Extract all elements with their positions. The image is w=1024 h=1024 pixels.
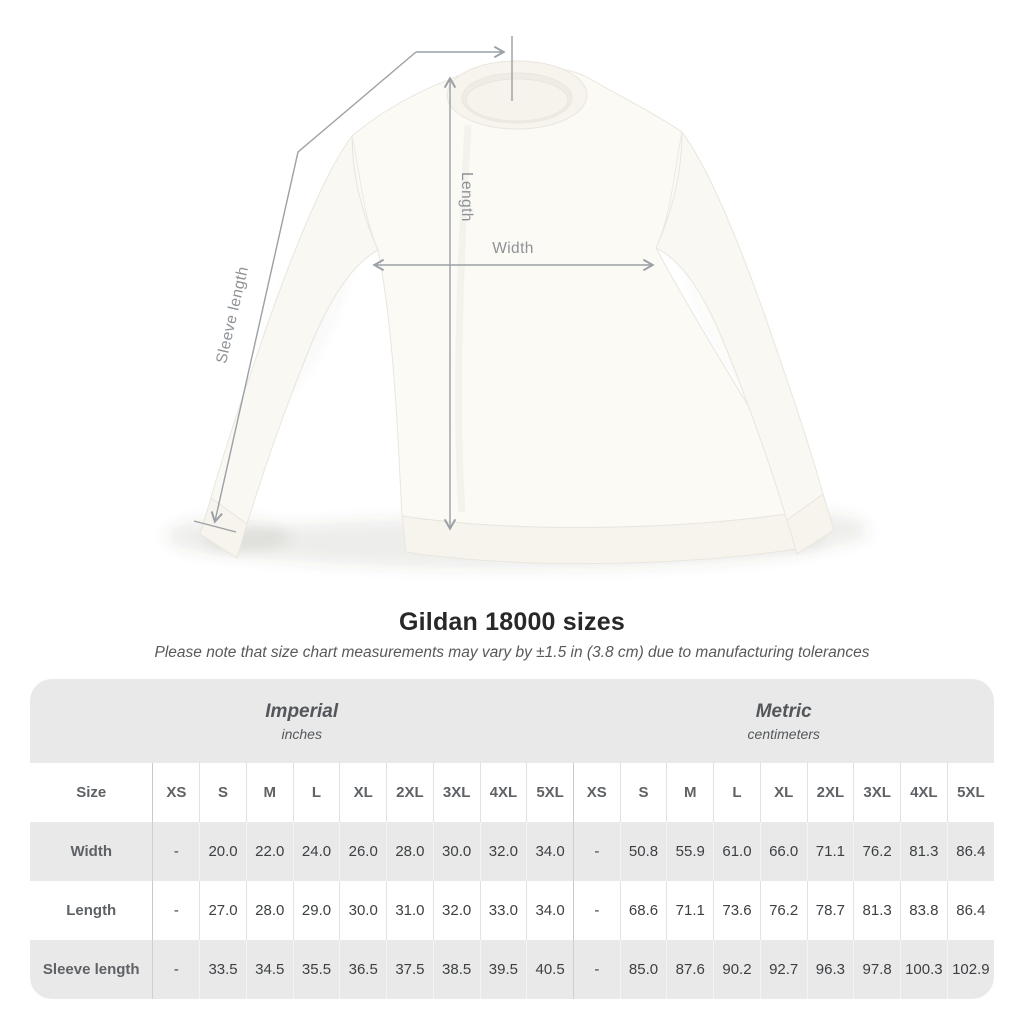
size-header-cell: S [200, 763, 247, 822]
size-header-row [30, 763, 994, 822]
unit-band-row [30, 679, 994, 763]
length-value-cell: 76.2 [760, 881, 807, 940]
size-header-cell: 2XL [387, 763, 434, 822]
width-value-cell: 55.9 [667, 822, 714, 881]
sleeve-length-value-cell: 35.5 [293, 940, 340, 999]
collar-inner-back [466, 79, 568, 121]
length-value-cell: 71.1 [667, 881, 714, 940]
imperial-section-unit: inches [281, 725, 322, 742]
sleeve-length-row-label: Sleeve length [42, 961, 140, 978]
sleeve-length-measure-label: Sleeve length [213, 264, 253, 366]
sweatshirt-illustration [200, 61, 834, 564]
sleeve-length-value-cell: - [573, 940, 620, 999]
width-value-cell: 28.0 [387, 822, 434, 881]
width-value-cell: 50.8 [620, 822, 667, 881]
width-value-cell: 71.1 [807, 822, 854, 881]
width-value-cell: 81.3 [900, 822, 947, 881]
length-row [30, 881, 994, 940]
size-header-cell: 4XL [480, 763, 527, 822]
sleeve-length-value-cell: 100.3 [900, 940, 947, 999]
width-value-cell: 20.0 [200, 822, 247, 881]
width-value-cell: - [153, 822, 200, 881]
sleeve-length-value-cell: 102.9 [947, 940, 994, 999]
width-value-cell: 61.0 [714, 822, 761, 881]
length-value-cell: 86.4 [947, 881, 994, 940]
sleeve-length-value-cell: 33.5 [200, 940, 247, 999]
sleeve-length-value-cell: 38.5 [433, 940, 480, 999]
size-chart-table-wrap [30, 679, 994, 999]
length-value-cell: 28.0 [246, 881, 293, 940]
tolerance-note: Please note that size chart measurements may vary by ±1.5 in (3.8 cm) due to manufacturing tolerances [154, 644, 870, 661]
length-measure-label: Length [458, 172, 475, 222]
size-header-cell: XL [340, 763, 387, 822]
sleeve-length-value-cell: 97.8 [854, 940, 901, 999]
width-value-cell: 32.0 [480, 822, 527, 881]
size-header-cell: XL [760, 763, 807, 822]
metric-section-label: Metric [755, 700, 812, 722]
length-value-cell: 34.0 [527, 881, 574, 940]
sleeve-length-value-cell: 40.5 [527, 940, 574, 999]
width-row [30, 822, 994, 881]
width-value-cell: 34.0 [527, 822, 574, 881]
size-header-cell: L [293, 763, 340, 822]
width-measure-label: Width [492, 240, 534, 257]
length-value-cell: 27.0 [200, 881, 247, 940]
length-value-cell: - [573, 881, 620, 940]
sleeve-length-row [30, 940, 994, 999]
size-header-cell: 5XL [947, 763, 994, 822]
width-value-cell: 24.0 [293, 822, 340, 881]
length-row-label: Length [66, 902, 117, 919]
length-value-cell: 30.0 [340, 881, 387, 940]
sleeve-length-value-cell: 96.3 [807, 940, 854, 999]
length-value-cell: - [153, 881, 200, 940]
size-header-cell: 3XL [854, 763, 901, 822]
size-corner-header: Size [76, 784, 107, 801]
size-header-cell: L [714, 763, 761, 822]
size-header-cell: S [620, 763, 667, 822]
size-header-cell: 5XL [527, 763, 574, 822]
sleeve-length-value-cell: 37.5 [387, 940, 434, 999]
width-value-cell: 86.4 [947, 822, 994, 881]
size-header-cell: M [246, 763, 293, 822]
length-value-cell: 32.0 [433, 881, 480, 940]
length-value-cell: 29.0 [293, 881, 340, 940]
length-value-cell: 68.6 [620, 881, 667, 940]
width-value-cell: - [573, 822, 620, 881]
width-value-cell: 76.2 [854, 822, 901, 881]
width-value-cell: 22.0 [246, 822, 293, 881]
sleeve-length-value-cell: - [153, 940, 200, 999]
sleeve-length-value-cell: 92.7 [760, 940, 807, 999]
sleeve-length-value-cell: 39.5 [480, 940, 527, 999]
imperial-section-label: Imperial [265, 700, 339, 722]
length-value-cell: 33.0 [480, 881, 527, 940]
size-header-cell: XS [153, 763, 200, 822]
metric-section-unit: centimeters [747, 725, 820, 742]
sleeve-length-value-cell: 36.5 [340, 940, 387, 999]
size-header-cell: XS [573, 763, 620, 822]
sleeve-length-value-cell: 90.2 [714, 940, 761, 999]
sleeve-length-value-cell: 87.6 [667, 940, 714, 999]
size-header-cell: 4XL [900, 763, 947, 822]
size-header-cell: 2XL [807, 763, 854, 822]
length-value-cell: 83.8 [900, 881, 947, 940]
width-value-cell: 30.0 [433, 822, 480, 881]
size-chart-table [30, 679, 994, 999]
width-value-cell: 26.0 [340, 822, 387, 881]
length-value-cell: 78.7 [807, 881, 854, 940]
imperial-section-header [30, 679, 573, 763]
length-value-cell: 73.6 [714, 881, 761, 940]
width-row-label: Width [70, 843, 112, 860]
width-value-cell: 66.0 [760, 822, 807, 881]
size-header-cell: 3XL [433, 763, 480, 822]
length-value-cell: 81.3 [854, 881, 901, 940]
size-header-cell: M [667, 763, 714, 822]
sleeve-length-value-cell: 85.0 [620, 940, 667, 999]
length-value-cell: 31.0 [387, 881, 434, 940]
page-title: Gildan 18000 sizes [399, 608, 625, 636]
metric-section-header [573, 679, 994, 763]
sleeve-length-value-cell: 34.5 [246, 940, 293, 999]
